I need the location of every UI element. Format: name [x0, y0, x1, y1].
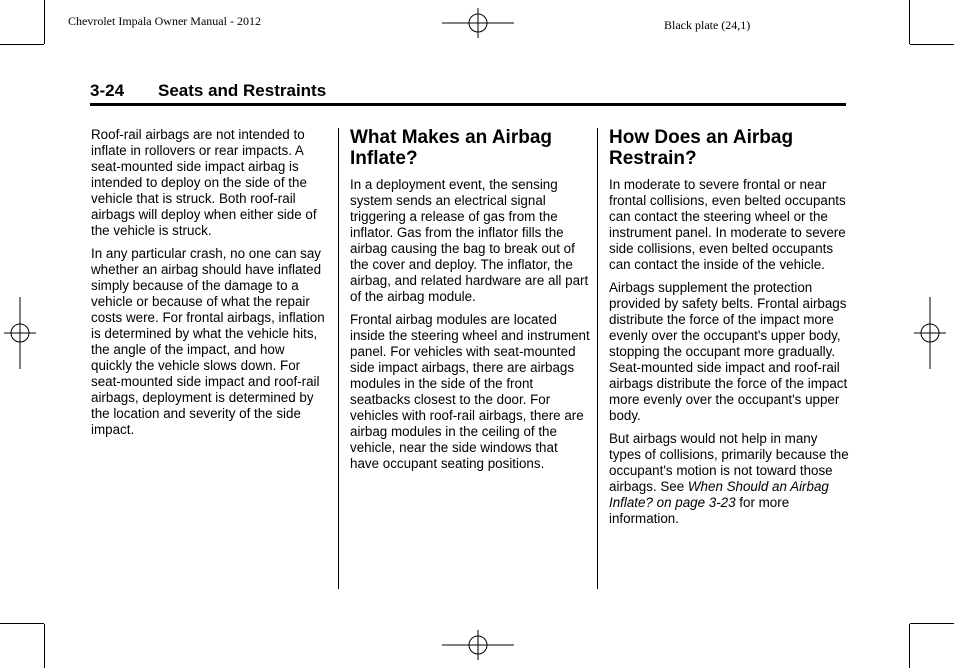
- subsection-heading: What Makes an Airbag Inflate?: [350, 127, 553, 169]
- registration-mark-icon: [442, 630, 514, 660]
- crop-mark: [910, 44, 954, 45]
- crop-mark: [909, 624, 910, 668]
- paragraph: Airbags supplement the protection provided by safety belts. Frontal airbags distribute the force of the impact more evenly over the occupant's upper body, stopping the occupant more gradually. Seat-mounted side impact and roof-rail airbags distribute the force of the impact more evenly over the occupant's upper body.: [609, 280, 848, 423]
- crop-mark: [910, 623, 954, 624]
- paragraph-text: for more information.: [609, 495, 790, 526]
- subsection-heading: How Does an Airbag Restrain?: [609, 127, 794, 169]
- column-1: [91, 127, 329, 445]
- paragraph: Roof-rail airbags are not intended to inflate in rollovers or rear impacts. A seat-mounted side impact airbag is intended to deploy on the side of the vehicle that is struck. Both roof-rail airbags will deploy when either side of the vehicle is struck.: [91, 127, 317, 238]
- crop-mark: [0, 44, 44, 45]
- paragraph: [609, 431, 849, 527]
- column-3: [609, 127, 849, 534]
- column-divider: [338, 128, 339, 589]
- registration-mark-icon: [4, 297, 36, 369]
- paragraph: Frontal airbag modules are located inside the steering wheel and instrument panel. For vehicles with seat-mounted side impact airbags, there are airbags modules in the side of the front seatbacks closest to the door. For vehicles with roof-rail airbags, there are airbag modules in the ceiling of the vehicle, near the side windows that have occupant seating positions.: [350, 312, 590, 471]
- registration-mark-icon: [914, 297, 946, 369]
- crop-mark: [0, 623, 44, 624]
- crop-mark: [44, 624, 45, 668]
- crop-mark: [44, 0, 45, 44]
- registration-mark-icon: [442, 8, 514, 38]
- paragraph: In any particular crash, no one can say whether an airbag should have inflated simply because of the damage to a vehicle or because of what the repair costs were. For frontal airbags, inflation is determined by what the vehicle hits, the angle of the impact, and how quickly the vehicle slows down. For seat-mounted side impact and roof-rail airbags, deployment is determined by the location and severity of the side impact.: [91, 246, 325, 437]
- section-header: [90, 81, 846, 106]
- column-divider: [597, 128, 598, 589]
- paragraph: In a deployment event, the sensing system sends an electrical signal triggering a release of gas from the inflator. Gas from the inflator fills the airbag causing the bag to break out of the cover and deploy. The inflator, the airbag, and related hardware are all part of the airbag module.: [350, 177, 589, 304]
- page-number: 3-24: [90, 81, 125, 100]
- section-title: Seats and Restraints: [158, 81, 327, 100]
- cross-reference-link[interactable]: When Should an Airbag Inflate? on page 3-23: [609, 479, 829, 510]
- paragraph-text: But airbags would not help in many types of collisions, primarily because the occupant's motion is not toward those airbags. See: [609, 431, 849, 494]
- paragraph: In moderate to severe frontal or near frontal collisions, even belted occupants can contact the steering wheel or the instrument panel. In moderate to severe side collisions, even belted occupants can contact the inside of the vehicle.: [609, 177, 846, 272]
- plate-label: Black plate (24,1): [664, 18, 751, 32]
- crop-mark: [909, 0, 910, 44]
- running-header-title: Chevrolet Impala Owner Manual - 2012: [68, 14, 261, 28]
- column-2: [350, 127, 590, 479]
